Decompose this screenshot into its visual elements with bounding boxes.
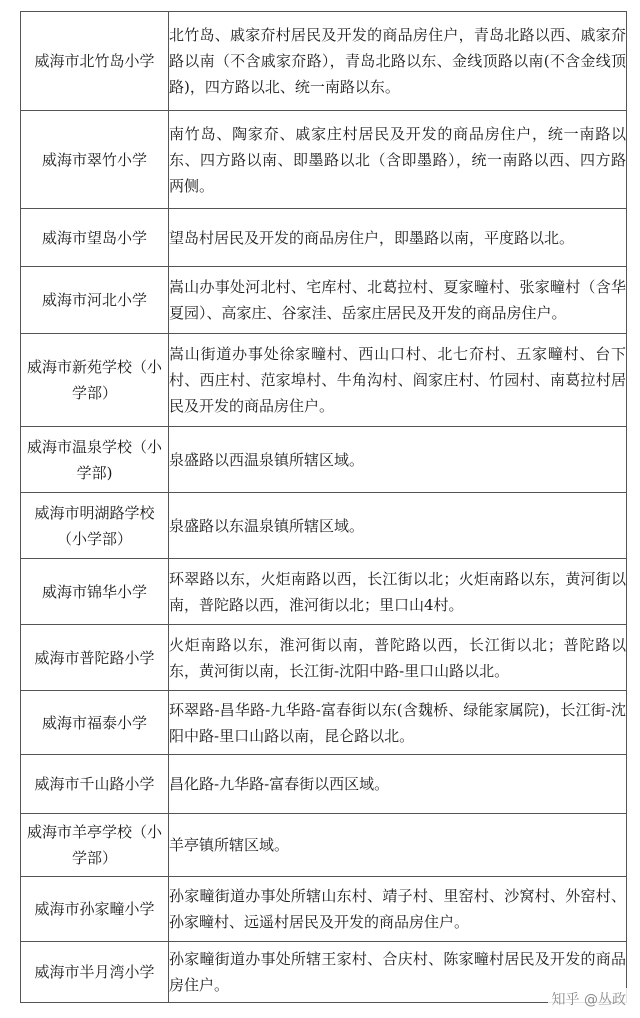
school-name-cell: 威海市孙家疃小学: [21, 877, 169, 942]
district-area-cell: 嵩山街道办事处徐家疃村、西山口村、北七夼村、五家疃村、台下村、西庄村、范家埠村、牛角沟村、阎家庄村、竹园村、南葛拉村居民及开发的商品房住户。: [169, 334, 627, 427]
table-row: [21, 877, 627, 942]
watermark: 知乎 @丛政: [548, 988, 630, 1010]
school-district-table: [20, 11, 627, 1003]
school-name-cell: 威海市锦华小学: [21, 559, 169, 625]
school-name-cell: 威海市普陀路小学: [21, 625, 169, 691]
school-name-cell: 威海市明湖路学校（小学部）: [21, 493, 169, 559]
table-row: [21, 691, 627, 755]
school-name-cell: 威海市羊亭学校（小学部）: [21, 814, 169, 877]
table-row: [21, 942, 627, 1003]
district-area-cell: 望岛村居民及开发的商品房住户，即墨路以南，平度路以北。: [169, 209, 627, 267]
district-area-cell: 羊亭镇所辖区域。: [169, 814, 627, 877]
district-area-cell: 泉盛路以东温泉镇所辖区域。: [169, 493, 627, 559]
table-row: [21, 755, 627, 814]
district-area-cell: 孙家疃街道办事处所辖王家村、合庆村、陈家疃村居民及开发的商品房住户。: [169, 942, 627, 1003]
school-name-cell: 威海市半月湾小学: [21, 942, 169, 1003]
table-row: [21, 267, 627, 334]
table-row: [21, 334, 627, 427]
table-row: [21, 625, 627, 691]
table-row: [21, 111, 627, 209]
table-row: [21, 427, 627, 493]
district-area-cell: 南竹岛、陶家夼、戚家庄村居民及开发的商品房住户，统一南路以东、四方路以南、即墨路以北（含即墨路），统一南路以西、四方路两侧。: [169, 111, 627, 209]
district-area-cell: 孙家疃街道办事处所辖山东村、靖子村、里窑村、沙窝村、外窑村、孙家疃村、远遥村居民及开发的商品房住户。: [169, 877, 627, 942]
school-name-cell: 威海市望岛小学: [21, 209, 169, 267]
school-name-cell: 威海市翠竹小学: [21, 111, 169, 209]
district-area-cell: 泉盛路以西温泉镇所辖区域。: [169, 427, 627, 493]
district-area-cell: 环翠路-昌华路-九华路-富春街以东(含魏桥、绿能家属院)，长江街-沈阳中路-里口山路以南，昆仑路以北。: [169, 691, 627, 755]
table-row: [21, 209, 627, 267]
district-area-cell: 昌化路-九华路-富春街以西区域。: [169, 755, 627, 814]
district-area-cell: 火炬南路以东，淮河街以南，普陀路以西，长江街以北；普陀路以东，黄河街以南，长江街-沈阳中路-里口山路以北。: [169, 625, 627, 691]
school-name-cell: 威海市福泰小学: [21, 691, 169, 755]
school-name-cell: 威海市北竹岛小学: [21, 12, 169, 111]
school-name-cell: 威海市温泉学校（小学部): [21, 427, 169, 493]
district-area-cell: 环翠路以东，火炬南路以西，长江街以北；火炬南路以东，黄河街以南，普陀路以西，淮河街以北；里口山4村。: [169, 559, 627, 625]
school-name-cell: 威海市千山路小学: [21, 755, 169, 814]
district-area-cell: 北竹岛、戚家夼村居民及开发的商品房住户，青岛北路以西、戚家夼路以南（不含戚家夼路），青岛北路以东、金线顶路以南(不含金线顶路)，四方路以北、统一南路以东。: [169, 12, 627, 111]
table-row: [21, 12, 627, 111]
school-name-cell: 威海市河北小学: [21, 267, 169, 334]
table-row: [21, 493, 627, 559]
school-name-cell: 威海市新苑学校（小学部）: [21, 334, 169, 427]
table-row: [21, 559, 627, 625]
table-row: [21, 814, 627, 877]
district-area-cell: 嵩山办事处河北村、宅库村、北葛拉村、夏家疃村、张家疃村（含华夏园）、高家庄、谷家洼、岳家庄居民及开发的商品房住户。: [169, 267, 627, 334]
